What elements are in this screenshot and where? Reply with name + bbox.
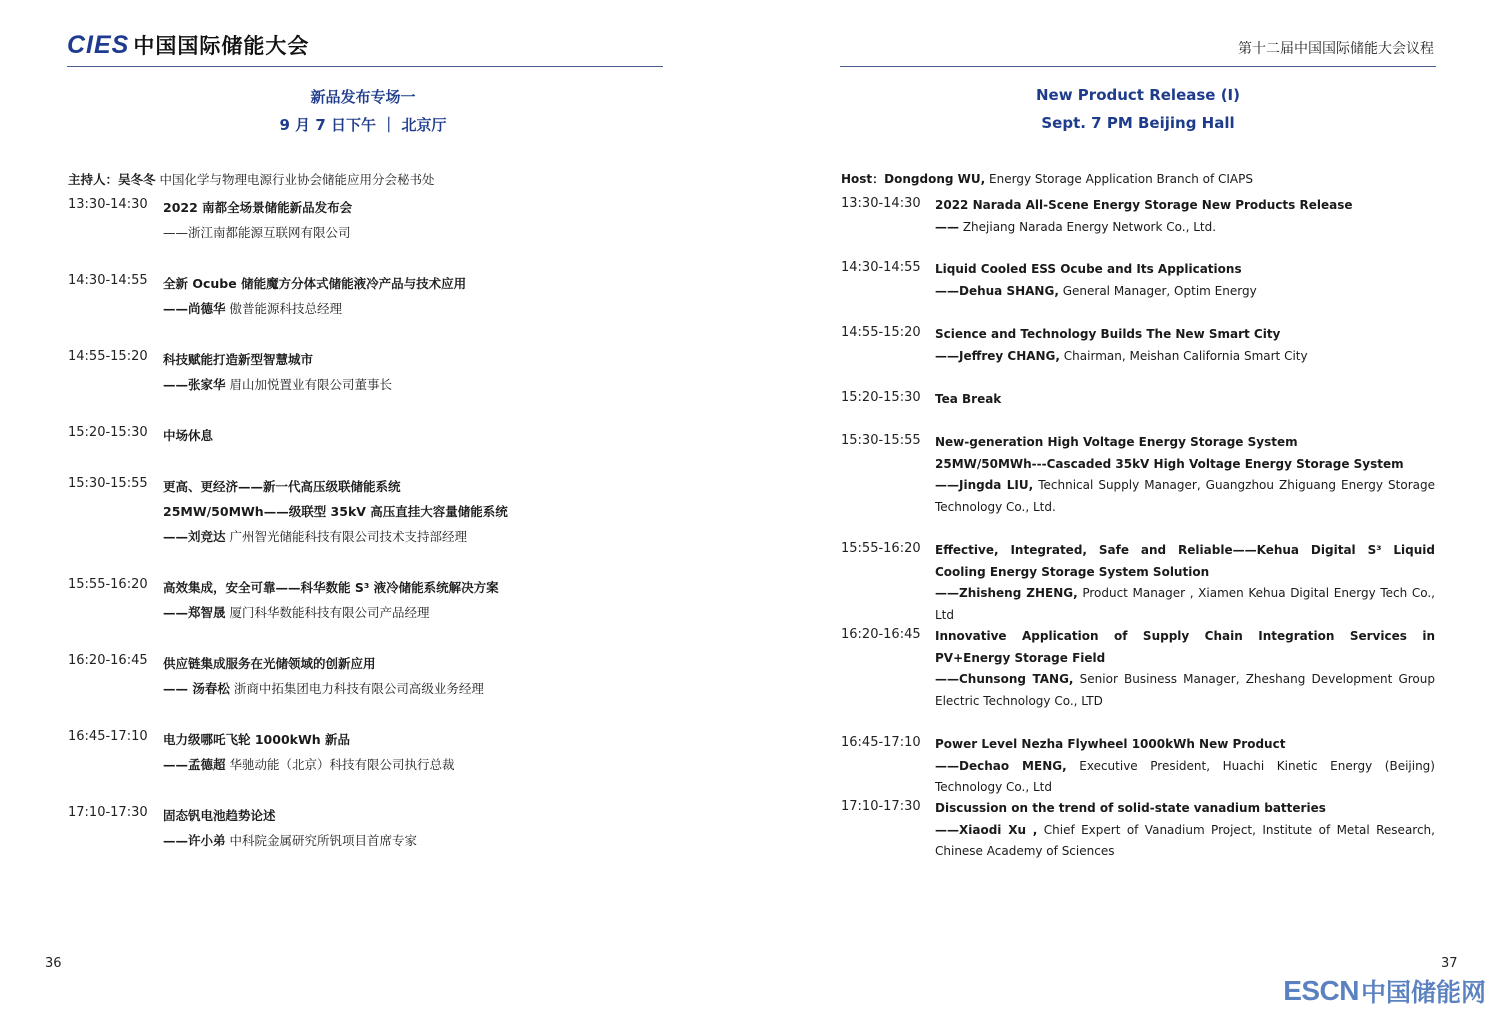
agenda-body <box>163 474 663 549</box>
agenda-body <box>935 432 1435 518</box>
agenda-speaker <box>163 828 663 853</box>
host-detail: 中国化学与物理电源行业协会储能应用分会秘书处 <box>159 172 435 187</box>
speaker-name: ——Zhisheng ZHENG, <box>935 586 1078 600</box>
speaker-name: ——Jeffrey CHANG, <box>935 348 1060 363</box>
agenda-body <box>163 271 663 321</box>
escn-watermark <box>1283 973 1486 1009</box>
agenda-speaker <box>163 296 663 321</box>
agenda-body <box>163 803 663 853</box>
speaker-name: —— 汤春松 <box>163 681 230 696</box>
speaker-detail: 广州智光储能科技有限公司技术支持部经理 <box>229 529 468 544</box>
speaker-name: ——Xiaodi Xu , <box>935 822 1038 837</box>
watermark-latin: ESCN <box>1283 975 1359 1006</box>
agenda-body <box>935 734 1435 799</box>
agenda-speaker <box>935 756 1435 799</box>
agenda-topic: 更高、更经济——新一代高压级联储能系统 <box>163 479 401 494</box>
agenda-time: 15:20-15:30 <box>68 425 148 440</box>
session-time-en: Sept. 7 PM Beijing Hall <box>1041 114 1235 132</box>
speaker-name: ——Dechao MENG, <box>935 758 1067 773</box>
speaker-detail: Zhejiang Narada Energy Network Co., Ltd. <box>962 219 1217 234</box>
host-detail: Energy Storage Application Branch of CIAPS <box>989 172 1253 186</box>
page-number-right: 37 <box>1441 956 1458 971</box>
agenda-speaker <box>935 669 1435 712</box>
speaker-detail: Senior Business Manager, Zheshang Development Group Electric Technology Co., LTD <box>935 672 1435 708</box>
agenda-body <box>163 347 663 397</box>
agenda-time: 15:20-15:30 <box>841 390 921 405</box>
agenda-time: 17:10-17:30 <box>841 799 921 814</box>
speaker-name: ——郑智晟 <box>163 605 226 620</box>
speaker-name: ——孟德超 <box>163 757 226 772</box>
agenda-speaker <box>163 676 663 701</box>
speaker-detail: Chairman, Meishan California Smart City <box>1063 348 1308 363</box>
agenda-topic: Science and Technology Builds The New Smart City <box>935 327 1281 341</box>
agenda-body <box>935 540 1435 626</box>
agenda-topic: 全新 Ocube 储能魔方分体式储能液冷产品与技术应用 <box>163 276 467 291</box>
agenda-time: 13:30-14:30 <box>841 196 921 211</box>
agenda-body <box>163 651 663 701</box>
agenda-time: 14:55-15:20 <box>841 325 921 340</box>
agenda-topic: Tea Break <box>935 392 1002 406</box>
agenda-body <box>935 324 1435 367</box>
agenda-speaker <box>163 372 663 397</box>
host-label: 主持人：吴冬冬 <box>68 172 156 187</box>
host-label: Host：Dongdong WU, <box>841 172 986 186</box>
agenda-topic: 供应链集成服务在光储领域的创新应用 <box>163 656 376 671</box>
agenda-body <box>935 626 1435 712</box>
page-number-left: 36 <box>45 956 62 971</box>
agenda-body <box>935 798 1435 863</box>
agenda-topic: Power Level Nezha Flywheel 1000kWh New Product <box>935 737 1286 751</box>
agenda-body <box>163 575 663 625</box>
header-divider <box>67 66 663 67</box>
agenda-topic: 中场休息 <box>163 428 214 443</box>
agenda-topic: New-generation High Voltage Energy Storage System <box>935 435 1298 449</box>
running-header: 第十二届中国国际储能大会议程 <box>1238 41 1434 57</box>
agenda-topic: Liquid Cooled ESS Ocube and Its Applications <box>935 262 1242 276</box>
speaker-detail: Chief Expert of Vanadium Project, Institute of Metal Research, Chinese Academy of Sciences <box>935 822 1435 858</box>
agenda-body <box>163 727 663 777</box>
speaker-name: ——尚德华 <box>163 301 226 316</box>
host-line-cn <box>68 170 435 188</box>
agenda-speaker <box>935 820 1435 863</box>
speaker-name: ——许小弟 <box>163 833 226 848</box>
speaker-detail: General Manager, Optim Energy <box>1062 283 1257 298</box>
session-time-cn: 9 月 7 日下午 ｜ 北京厅 <box>279 116 447 134</box>
agenda-time: 15:30-15:55 <box>68 476 148 491</box>
speaker-detail: 眉山加悦置业有限公司董事长 <box>229 377 393 392</box>
speaker-detail: Technical Supply Manager, Guangzhou Zhiguang Energy Storage Technology Co., Ltd. <box>935 478 1435 514</box>
agenda-time: 14:55-15:20 <box>68 349 148 364</box>
agenda-speaker <box>935 281 1435 303</box>
speaker-detail: 浙商中拓集团电力科技有限公司高级业务经理 <box>233 681 484 696</box>
agenda-speaker <box>935 346 1435 368</box>
speaker-detail: 厦门科华数能科技有限公司产品经理 <box>229 605 430 620</box>
speaker-name: —— <box>935 219 959 234</box>
agenda-time: 15:55-16:20 <box>841 541 921 556</box>
agenda-topic: Discussion on the trend of solid-state vanadium batteries <box>935 801 1326 815</box>
agenda-speaker <box>163 752 663 777</box>
speaker-detail: ——浙江南都能源互联网有限公司 <box>163 225 351 240</box>
logo-text: 中国国际储能大会 <box>133 34 310 58</box>
agenda-speaker <box>935 217 1435 239</box>
speaker-detail: 华驰动能（北京）科技有限公司执行总裁 <box>229 757 455 772</box>
agenda-speaker <box>935 475 1435 518</box>
agenda-time: 16:20-16:45 <box>841 627 921 642</box>
session-title-cn: 新品发布专场一 <box>310 88 416 106</box>
speaker-name: ——Jingda LIU, <box>935 478 1034 492</box>
agenda-speaker <box>163 600 663 625</box>
speaker-detail: Executive President, Huachi Kinetic Energy (Beijing) Technology Co., Ltd <box>935 758 1435 794</box>
agenda-body <box>935 195 1435 238</box>
agenda-time: 13:30-14:30 <box>68 197 148 212</box>
right-page <box>750 0 1500 1015</box>
agenda-time: 15:55-16:20 <box>68 577 148 592</box>
cies-logo <box>67 30 309 60</box>
agenda-time: 14:30-14:55 <box>68 273 148 288</box>
agenda-time: 16:45-17:10 <box>68 729 148 744</box>
agenda-topic: 25MW/50MWh---Cascaded 35kV High Voltage Energy Storage System <box>935 456 1404 471</box>
speaker-name: ——Chunsong TANG, <box>935 672 1074 686</box>
agenda-body <box>935 259 1435 302</box>
watermark-cn: 中国储能网 <box>1360 978 1486 1007</box>
speaker-detail: 中科院金属研究所钒项目首席专家 <box>229 833 418 848</box>
session-title-en: New Product Release (I) <box>1036 86 1240 104</box>
speaker-name: ——刘竞达 <box>163 529 226 544</box>
agenda-time: 14:30-14:55 <box>841 260 921 275</box>
speaker-detail: 傲普能源科技总经理 <box>229 301 343 316</box>
header-divider <box>840 66 1436 67</box>
agenda-speaker <box>935 583 1435 626</box>
speaker-name: ——张家华 <box>163 377 226 392</box>
agenda-topic: 固态钒电池趋势论述 <box>163 808 276 823</box>
agenda-time: 16:20-16:45 <box>68 653 148 668</box>
agenda-time: 15:30-15:55 <box>841 433 921 448</box>
host-line-en <box>841 170 1253 187</box>
agenda-topic: 科技赋能打造新型智慧城市 <box>163 352 314 367</box>
agenda-topic: 2022 Narada All-Scene Energy Storage New Products Release <box>935 198 1353 212</box>
agenda-topic: 25MW/50MWh——级联型 35kV 高压直挂大容量储能系统 <box>163 504 508 519</box>
agenda-body <box>935 389 1435 411</box>
agenda-body <box>163 423 663 448</box>
agenda-time: 16:45-17:10 <box>841 735 921 750</box>
speaker-detail: Product Manager , Xiamen Kehua Digital Energy Tech Co., Ltd <box>935 586 1435 622</box>
agenda-body <box>163 195 663 245</box>
agenda-speaker <box>163 220 663 245</box>
agenda-speaker <box>163 524 663 549</box>
agenda-time: 17:10-17:30 <box>68 805 148 820</box>
agenda-topic: 高效集成，安全可靠——科华数能 S³ 液冷储能系统解决方案 <box>163 580 499 595</box>
agenda-topic: Innovative Application of Supply Chain Integration Services in PV+Energy Storage Field <box>935 629 1435 665</box>
agenda-topic: 电力级哪吒飞轮 1000kWh 新品 <box>163 732 350 747</box>
agenda-topic: Effective, Integrated, Safe and Reliable——Kehua Digital S³ Liquid Cooling Energy Storage System Solution <box>935 543 1435 579</box>
agenda-topic: 2022 南都全场景储能新品发布会 <box>163 200 353 215</box>
speaker-name: ——Dehua SHANG, <box>935 283 1059 298</box>
logo-mark: CIES <box>67 30 130 59</box>
